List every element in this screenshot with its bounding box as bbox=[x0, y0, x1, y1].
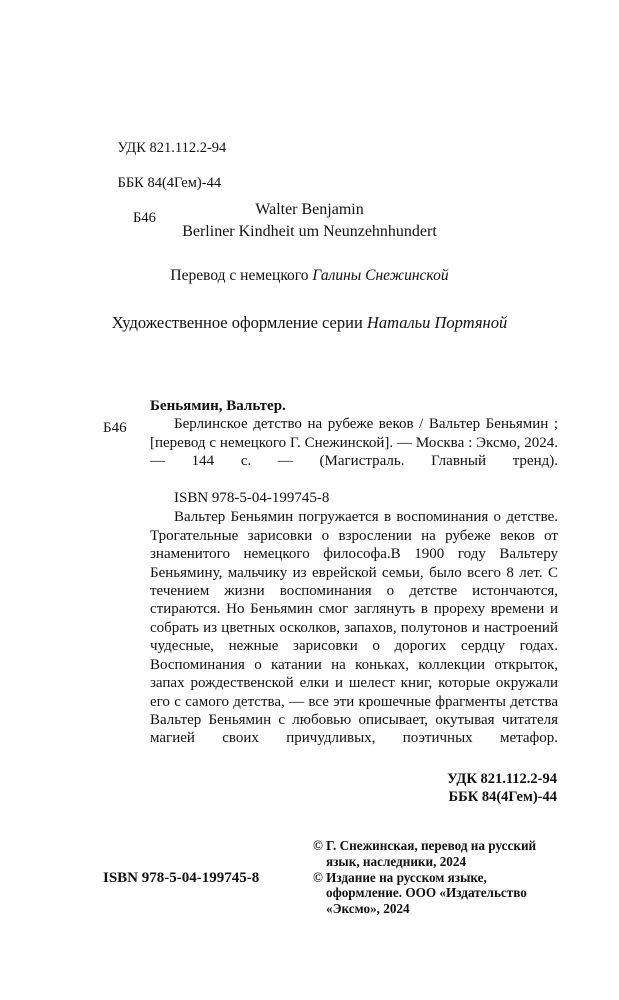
udk-code-bottom: УДК 821.112.2-94 bbox=[447, 771, 557, 787]
translation-credit-prefix: Перевод с немецкого bbox=[170, 267, 313, 284]
original-title: Berliner Kindheit um Neunzehnhundert bbox=[182, 223, 437, 240]
translation-credit bbox=[60, 265, 559, 286]
cip-description: Берлинское детство на рубеже веков / Вальтер Беньямин ; [перевод с немецкого Г. Снежинской]. — Москва : Эксмо, 2024. — 144 с. — (Магистраль. Главный тренд). bbox=[150, 416, 558, 470]
design-credit-prefix: Художественное оформление серии bbox=[111, 313, 367, 332]
copyright-line-translation: © Г. Снежинская, перевод на русский язык, наследники, 2024 bbox=[313, 838, 537, 869]
isbn-bottom: ISBN 978-5-04-199745-8 bbox=[103, 870, 260, 886]
cip-annotation: Вальтер Беньямин погружается в воспоминания о детстве. Трогательные зарисовки о взрослении на рубеже веков от знаменитого немецкого философа.В 1900 году Вальтеру Беньямину, мальчику из еврейской семьи, было всего 8 лет. С течением жизни воспоминания о детстве истончаются, стираются. Но Беньямин смог заглянуть в прореху времени и собрать из цветных осколков, запахов, полутонов и настроений чудесные, нежные зарисовки о дорогих сердцу годах. Воспоминания о катании на коньках, коллекции открыток, запах рождественской елки и шелест книг, которые окружали его с самого детства, — все эти крошечные фрагменты детства Вальтер Беньямин с любовью описывает, окутывая читателя магией своих причудливых, поэтичных метафор. bbox=[150, 509, 558, 747]
copyright-block bbox=[313, 838, 563, 917]
title-credits-block bbox=[60, 199, 559, 334]
cataloging-in-publication-block bbox=[103, 397, 558, 766]
bbk-code-bottom: ББК 84(4Гем)-44 bbox=[448, 788, 557, 805]
original-author-name: Walter Benjamin bbox=[255, 201, 364, 218]
cip-body bbox=[150, 397, 558, 766]
cip-isbn: ISBN 978-5-04-199745-8 bbox=[174, 490, 330, 507]
classification-bottom-block bbox=[447, 771, 557, 806]
udk-code-top: УДК 821.112.2-94 bbox=[117, 139, 227, 156]
translator-name: Галины Снежинской bbox=[312, 267, 449, 284]
shelf-mark-cip: Б46 bbox=[103, 420, 127, 436]
copyright-line-edition: © Издание на русском языке, оформление. ООО «Издательство «Эксмо», 2024 bbox=[313, 869, 527, 917]
cip-author-heading: Беньямин, Вальтер. bbox=[150, 398, 286, 414]
shelf-mark-top: Б46 bbox=[133, 209, 156, 226]
designer-name: Натальи Портяной bbox=[366, 313, 508, 332]
bbk-code-top: ББК 84(4Гем)-44 bbox=[117, 174, 222, 191]
series-design-credit bbox=[60, 312, 559, 334]
